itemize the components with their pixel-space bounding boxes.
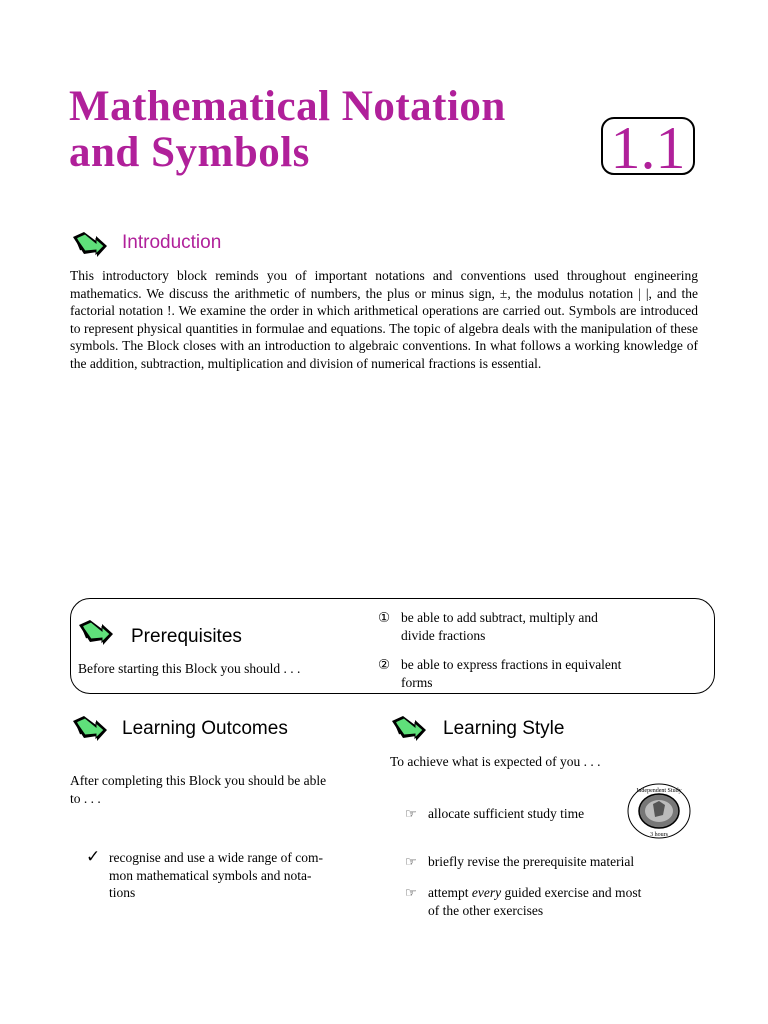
prerequisite-text	[401, 656, 621, 691]
outcome-text	[109, 849, 323, 902]
prerequisites-heading: Prerequisites	[131, 626, 242, 647]
check-mark-icon: ✓	[86, 847, 101, 866]
arrow-icon	[70, 228, 110, 260]
text-segment: of the other exercises	[428, 902, 544, 918]
title-line-2: and Symbols	[69, 129, 310, 176]
prerequisite-line: be able to add subtract, multiply and	[401, 610, 598, 625]
learning-style-lead: To achieve what is expected of you . . .	[390, 754, 601, 769]
lead-line: to . . .	[70, 790, 101, 806]
circled-two-marker: ②	[378, 657, 391, 672]
title-line-1: Mathematical Notation	[69, 83, 506, 130]
introduction-text: This introductory block reminds you of important notations and conventions used throughout engineering mathematics. We discuss the arithmetic of numbers, the plus or minus sign, ±, the modulus notation | |, and the factorial notation !. We examine the order in which arithmetical operations are carried out. Symbols are introduced to represent physical quantities in formulae and equations. The topic of algebra deals with the manipulation of these symbols. The Block closes with an introduction to algebraic conventions. In what follows a working knowledge of the addition, subtraction, multiplication and division of numerical fractions is essential.	[70, 268, 698, 371]
pointing-hand-icon: ☞	[405, 806, 417, 821]
lead-line: After completing this Block you should be able	[70, 773, 327, 788]
learning-style-text: briefly revise the prerequisite material	[428, 854, 635, 869]
outcome-line: mon mathematical symbols and nota-	[109, 867, 312, 883]
block-number: 1.1	[610, 115, 686, 181]
emphasis-text: every	[471, 885, 502, 900]
stamp-text: Independent Study	[636, 788, 682, 794]
pointing-hand-icon: ☞	[405, 885, 417, 900]
independent-study-stamp-icon	[625, 781, 693, 841]
learning-outcomes-lead	[70, 772, 380, 807]
page-title	[69, 84, 589, 176]
text-segment: guided exercise and most	[501, 885, 642, 900]
outcome-line: tions	[109, 885, 136, 901]
learning-outcomes-heading: Learning Outcomes	[122, 718, 288, 739]
arrow-icon	[76, 616, 116, 648]
learning-style-heading: Learning Style	[443, 718, 565, 739]
learning-style-text	[428, 884, 708, 919]
prerequisite-line: divide fractions	[401, 627, 486, 643]
outcome-line: recognise and use a wide range of com-	[109, 850, 324, 865]
text-segment: attempt	[428, 885, 472, 900]
introduction-heading: Introduction	[122, 232, 222, 253]
prerequisite-line: be able to express fractions in equivalent	[401, 657, 622, 672]
prerequisite-text	[401, 609, 598, 644]
block-number-badge	[601, 115, 695, 181]
learning-style-text: allocate sufficient study time	[428, 806, 585, 821]
arrow-icon	[389, 712, 429, 744]
circled-one-marker: ①	[378, 610, 391, 625]
prerequisites-lead: Before starting this Block you should . . .	[78, 661, 301, 676]
stamp-hours-text: 3 hours	[650, 832, 668, 838]
prerequisite-line: forms	[401, 674, 433, 690]
pointing-hand-icon: ☞	[405, 854, 417, 869]
arrow-icon	[70, 712, 110, 744]
